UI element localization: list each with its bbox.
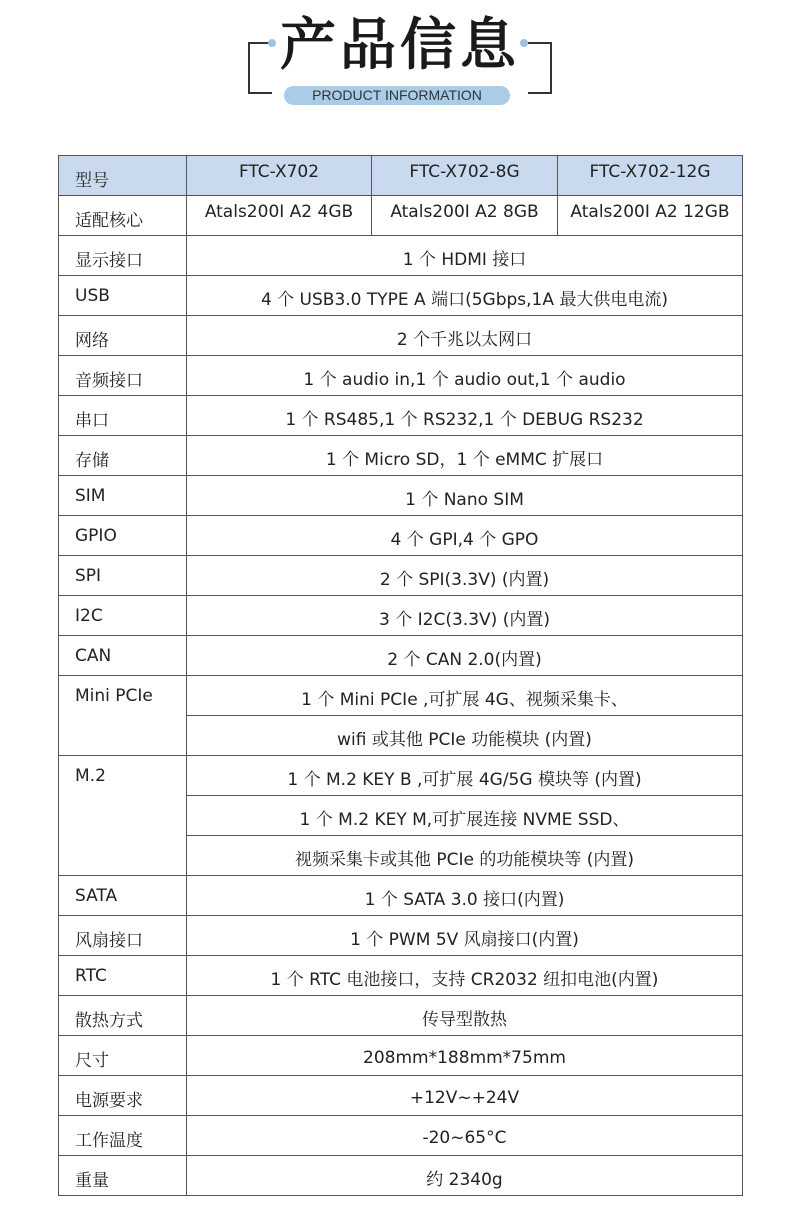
row-value: 传导型散热 bbox=[187, 996, 743, 1036]
table-row bbox=[59, 556, 743, 596]
row-value-line: wifi 或其他 PCIe 功能模块 (内置) bbox=[187, 716, 743, 756]
table-row bbox=[59, 396, 743, 436]
table-row bbox=[59, 676, 743, 716]
row-value: -20~65°C bbox=[187, 1116, 743, 1156]
table-row bbox=[59, 476, 743, 516]
table-row bbox=[59, 876, 743, 916]
row-value-line: 视频采集卡或其他 PCIe 的功能模块等 (内置) bbox=[187, 836, 743, 876]
row-label: 串口 bbox=[59, 396, 187, 436]
core-cell: Atals200I A2 8GB bbox=[372, 196, 558, 236]
table-row bbox=[59, 636, 743, 676]
table-row-model bbox=[59, 156, 743, 196]
table-row bbox=[59, 956, 743, 996]
table-row bbox=[59, 1156, 743, 1196]
table-row bbox=[59, 1116, 743, 1156]
row-value: 2 个 CAN 2.0(内置) bbox=[187, 636, 743, 676]
row-value: +12V~+24V bbox=[187, 1076, 743, 1116]
row-label: SIM bbox=[59, 476, 187, 516]
row-value: 2 个千兆以太网口 bbox=[187, 316, 743, 356]
row-value: 2 个 SPI(3.3V) (内置) bbox=[187, 556, 743, 596]
table-row bbox=[59, 756, 743, 796]
core-cell: Atals200I A2 4GB bbox=[187, 196, 372, 236]
section-subtitle: PRODUCT INFORMATION bbox=[284, 86, 510, 105]
row-label: 网络 bbox=[59, 316, 187, 356]
table-row bbox=[59, 916, 743, 956]
section-title: 产品信息 bbox=[280, 13, 520, 78]
core-cell: Atals200I A2 12GB bbox=[558, 196, 743, 236]
model-cell: FTC-X702-12G bbox=[558, 156, 743, 196]
row-label: SPI bbox=[59, 556, 187, 596]
row-value: 1 个 RTC 电池接口，支持 CR2032 纽扣电池(内置) bbox=[187, 956, 743, 996]
row-label: 工作温度 bbox=[59, 1116, 187, 1156]
row-value: 1 个 HDMI 接口 bbox=[187, 236, 743, 276]
row-value-line: 1 个 M.2 KEY M,可扩展连接 NVME SSD、 bbox=[187, 796, 743, 836]
row-label: CAN bbox=[59, 636, 187, 676]
section-header bbox=[0, 0, 800, 120]
row-label: 显示接口 bbox=[59, 236, 187, 276]
table-row bbox=[59, 356, 743, 396]
row-value: 3 个 I2C(3.3V) (内置) bbox=[187, 596, 743, 636]
row-value: 4 个 USB3.0 TYPE A 端口(5Gbps,1A 最大供电电流) bbox=[187, 276, 743, 316]
table-row bbox=[59, 1076, 743, 1116]
row-value: 1 个 Micro SD，1 个 eMMC 扩展口 bbox=[187, 436, 743, 476]
row-label: 适配核心 bbox=[59, 196, 187, 236]
row-label: 存储 bbox=[59, 436, 187, 476]
row-label: 音频接口 bbox=[59, 356, 187, 396]
row-label: 风扇接口 bbox=[59, 916, 187, 956]
row-value: 1 个 audio in,1 个 audio out,1 个 audio bbox=[187, 356, 743, 396]
model-cell: FTC-X702 bbox=[187, 156, 372, 196]
table-row bbox=[59, 316, 743, 356]
row-value: 1 个 SATA 3.0 接口(内置) bbox=[187, 876, 743, 916]
row-value: 1 个 RS485,1 个 RS232,1 个 DEBUG RS232 bbox=[187, 396, 743, 436]
table-row bbox=[59, 1036, 743, 1076]
row-label: 重量 bbox=[59, 1156, 187, 1196]
table-row bbox=[59, 516, 743, 556]
row-label: 电源要求 bbox=[59, 1076, 187, 1116]
table-row-core bbox=[59, 196, 743, 236]
row-label: SATA bbox=[59, 876, 187, 916]
table-row bbox=[59, 276, 743, 316]
row-label: 尺寸 bbox=[59, 1036, 187, 1076]
row-value: 4 个 GPI,4 个 GPO bbox=[187, 516, 743, 556]
spec-table bbox=[58, 155, 743, 1196]
row-value: 约 2340g bbox=[187, 1156, 743, 1196]
row-label: M.2 bbox=[59, 756, 187, 876]
row-label: USB bbox=[59, 276, 187, 316]
row-label: RTC bbox=[59, 956, 187, 996]
row-value: 1 个 PWM 5V 风扇接口(内置) bbox=[187, 916, 743, 956]
row-label: 型号 bbox=[59, 156, 187, 196]
row-value-line: 1 个 M.2 KEY B ,可扩展 4G/5G 模块等 (内置) bbox=[187, 756, 743, 796]
row-value-line: 1 个 Mini PCIe ,可扩展 4G、视频采集卡、 bbox=[187, 676, 743, 716]
table-row bbox=[59, 436, 743, 476]
row-label: I2C bbox=[59, 596, 187, 636]
row-label: 散热方式 bbox=[59, 996, 187, 1036]
row-label: Mini PCIe bbox=[59, 676, 187, 756]
row-label: GPIO bbox=[59, 516, 187, 556]
table-row bbox=[59, 596, 743, 636]
model-cell: FTC-X702-8G bbox=[372, 156, 558, 196]
table-row bbox=[59, 996, 743, 1036]
table-row bbox=[59, 236, 743, 276]
row-value: 208mm*188mm*75mm bbox=[187, 1036, 743, 1076]
row-value: 1 个 Nano SIM bbox=[187, 476, 743, 516]
